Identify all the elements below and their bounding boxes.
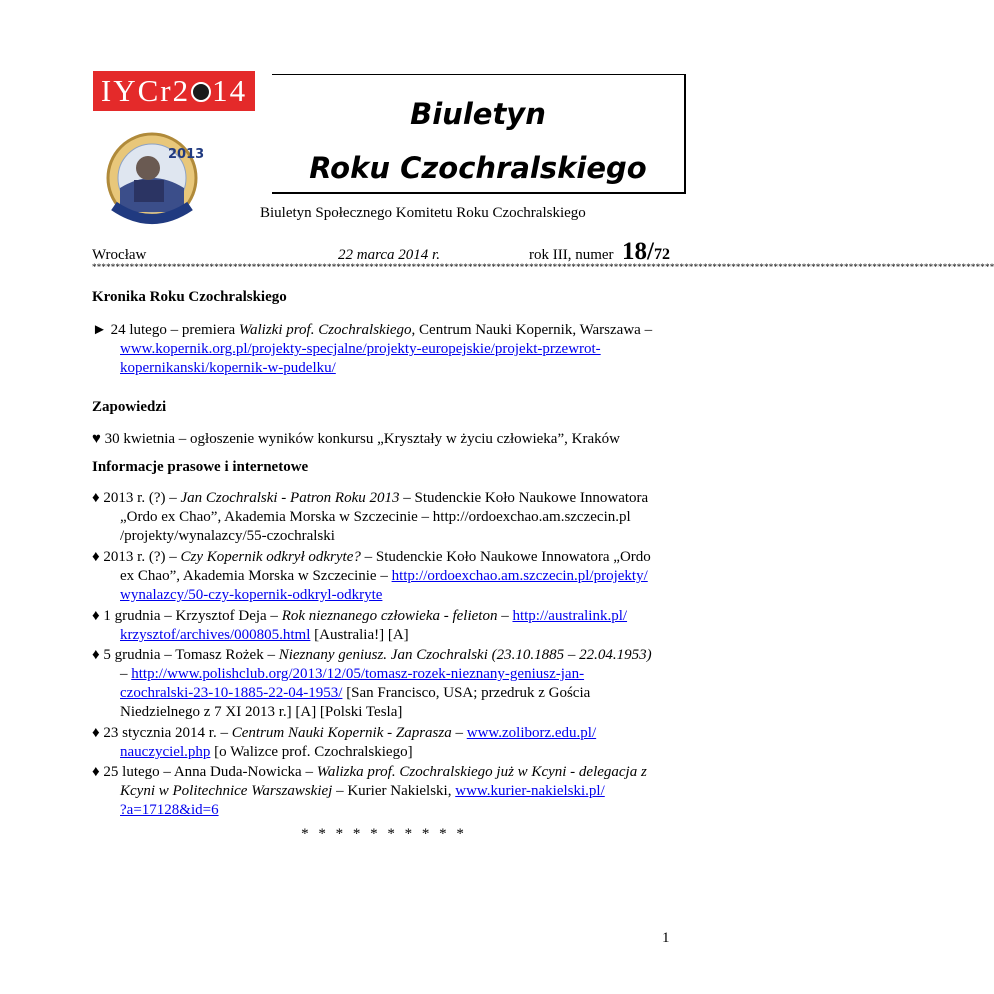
entry-title: Kcyni w Politechnice Warszawskiej: [120, 783, 333, 799]
list-item: [92, 548, 688, 605]
entry-text: /projekty/wynalazcy/55-czochralski: [120, 528, 335, 544]
volume-label: rok III, numer: [529, 247, 614, 263]
entry-title: Rok nieznanego człowieka - felieton: [281, 608, 498, 624]
entry-text: , Centrum Nauki Kopernik, Warszawa –: [411, 322, 653, 338]
entry-text: ♦ 2013 r. (?) –: [92, 549, 181, 565]
entry-text: ♦ 2013 r. (?) –: [92, 490, 181, 506]
entry-link[interactable]: www.zoliborz.edu.pl/: [466, 725, 597, 741]
bulletin-subtitle: Biuletyn Społecznego Komitetu Roku Czochralskiego: [260, 205, 586, 221]
logo-letter: 4: [229, 73, 248, 108]
entry-link[interactable]: http://australink.pl/: [512, 608, 628, 624]
entry-text: –: [451, 725, 467, 741]
list-item: [92, 430, 688, 449]
logo-letter: 1: [212, 73, 230, 108]
entry-text: ♥ 30 kwietnia – ogłoszenie wyników konkursu „Kryształy w życiu człowieka”, Kraków: [92, 431, 620, 447]
entry-link[interactable]: www.kopernik.org.pl/projekty-specjalne/projekty-europejskie/projekt-przewrot-: [120, 341, 601, 357]
logo-letter: Y: [113, 73, 138, 108]
section-heading-zapowiedzi: Zapowiedzi: [92, 399, 167, 415]
entry-link[interactable]: nauczyciel.php: [120, 744, 211, 760]
entry-link[interactable]: czochralski-23-10-1885-22-04-1953/: [120, 685, 343, 701]
entry-text: –: [120, 666, 132, 682]
logo-letter: 2: [172, 73, 191, 108]
entry-link[interactable]: ?a=17128&id=6: [120, 802, 219, 818]
list-item: [92, 724, 688, 762]
entry-text: [Australia!] [A]: [310, 627, 409, 643]
entry-text: [o Walizce prof. Czochralskiego]: [210, 744, 413, 760]
entry-text: [San Francisco, USA; przedruk z Gościa: [342, 685, 591, 701]
entry-text: „Ordo ex Chao”, Akademia Morska w Szczecinie – http://ordoexchao.am.szczecin.pl: [120, 509, 631, 525]
bulletin-title: Biuletyn: [410, 97, 546, 131]
entry-text: ► 24 lutego – premiera: [92, 322, 239, 338]
entry-title: Walizka prof. Czochralskiego już w Kcyni - delegacja z: [316, 764, 647, 780]
issue-number-big: 18/: [622, 238, 654, 265]
entry-link[interactable]: www.kurier-nakielski.pl/: [455, 783, 605, 799]
entry-text: ♦ 5 grudnia – Tomasz Rożek –: [92, 647, 279, 663]
entry-text: – Studenckie Koło Naukowe Innowatora „Ordo: [360, 549, 651, 565]
entry-text: ♦ 25 lutego – Anna Duda-Nowicka –: [92, 764, 317, 780]
logo-letter: r: [160, 73, 173, 108]
entry-link[interactable]: kopernikanski/kopernik-w-pudelku/: [120, 360, 336, 376]
entry-link[interactable]: http://ordoexchao.am.szczecin.pl/projekty/: [391, 568, 648, 584]
seal-year: 2013: [168, 147, 205, 162]
entry-text: ex Chao”, Akademia Morska w Szczecinie –: [120, 568, 392, 584]
list-item: [92, 646, 688, 722]
entry-title: Walizki prof. Czochralskiego: [238, 322, 412, 338]
entry-title: Centrum Nauki Kopernik - Zaprasza: [231, 725, 452, 741]
title-box: [272, 74, 686, 194]
section-divider: * * * * * * * * * *: [301, 826, 467, 842]
section-heading-informacje: Informacje prasowe i internetowe: [92, 459, 309, 475]
rok-czochralskiego-seal-icon: [90, 128, 230, 224]
entry-text: –: [497, 608, 513, 624]
entry-link[interactable]: krzysztof/archives/000805.html: [120, 627, 311, 643]
entry-title: Czy Kopernik odkrył odkryte?: [180, 549, 361, 565]
bulletin-title-line2: Roku Czochralskiego: [309, 151, 647, 185]
section-heading-kronika: Kronika Roku Czochralskiego: [92, 289, 287, 305]
entry-text: ♦ 23 stycznia 2014 r. –: [92, 725, 232, 741]
entry-title: Nieznany geniusz. Jan Czochralski (23.10.1885 – 22.04.1953): [278, 647, 652, 663]
entry-title: Jan Czochralski - Patron Roku 2013: [180, 490, 400, 506]
list-item: [92, 607, 688, 645]
list-item: [92, 489, 688, 546]
logo-letter: I: [100, 73, 114, 108]
list-item: [92, 763, 688, 820]
page-number: 1: [662, 930, 670, 946]
city: Wrocław: [92, 247, 147, 263]
entry-text: – Studenckie Koło Naukowe Innowatora: [399, 490, 649, 506]
entry-text: – Kurier Nakielski,: [332, 783, 456, 799]
list-item: [92, 321, 688, 378]
iycr-logo: [93, 71, 255, 111]
logo-letter: C: [137, 73, 161, 108]
entry-link[interactable]: wynalazcy/50-czy-kopernik-odkryl-odkryte: [120, 587, 383, 603]
entry-link[interactable]: http://www.polishclub.org/2013/12/05/tomasz-rozek-nieznany-geniusz-jan-: [131, 666, 585, 682]
asterisk-separator: ************************************************************************************************************************************************************************************************: [92, 262, 994, 272]
entry-text: ♦ 1 grudnia – Krzysztof Deja –: [92, 608, 282, 624]
logo-globe-icon: [191, 82, 211, 102]
issue-date: 22 marca 2014 r.: [338, 247, 440, 263]
issue-number-small: 72: [653, 246, 670, 263]
entry-text: Niedzielnego z 7 XI 2013 r.] [A] [Polski Tesla]: [120, 704, 403, 720]
